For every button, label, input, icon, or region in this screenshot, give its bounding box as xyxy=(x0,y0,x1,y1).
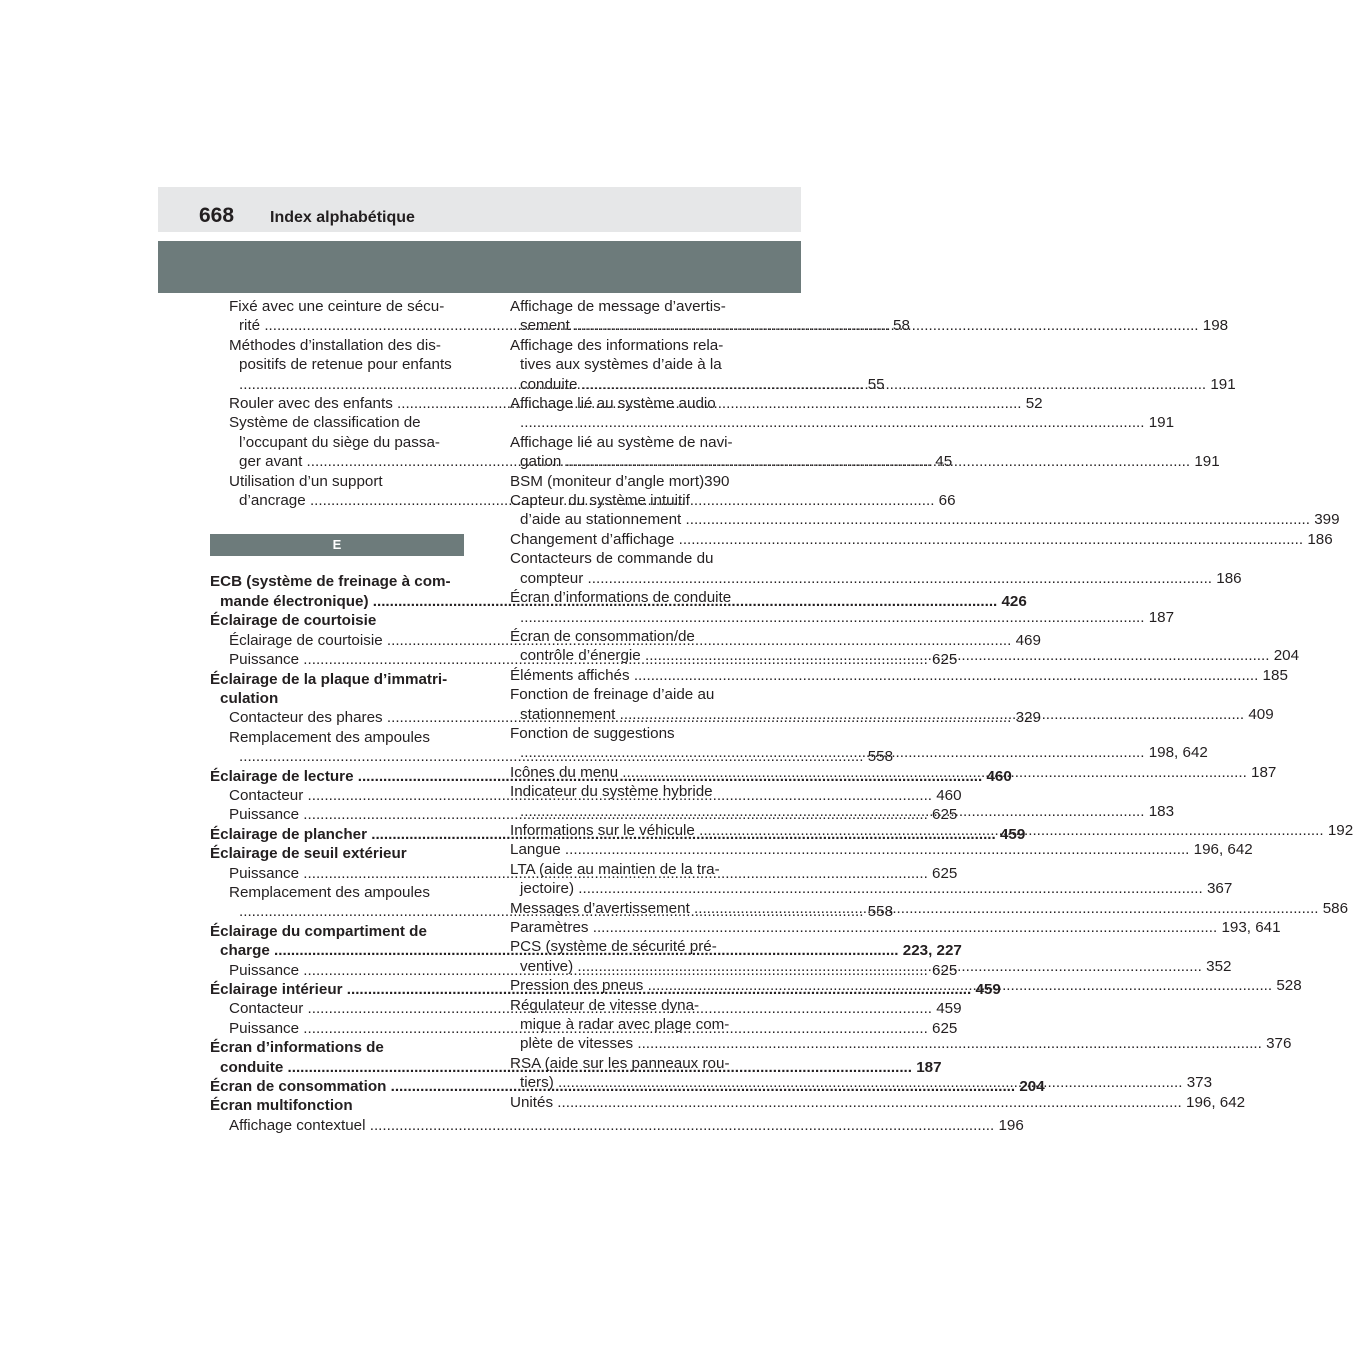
page-reference: 329 xyxy=(1011,709,1041,727)
index-entry-line: RSA (aide sur les panneaux rou- xyxy=(510,1054,730,1072)
page-reference: 58 xyxy=(888,317,910,335)
index-entry-line xyxy=(510,530,1333,549)
index-entry-line: Utilisation d’un support xyxy=(229,472,383,490)
page-reference: 198, 642 xyxy=(1144,744,1208,762)
page-reference: 558 xyxy=(863,748,894,766)
index-entry-line: Affichage lié au système de navi- xyxy=(510,433,733,451)
index-entry xyxy=(510,918,1281,937)
index-entry-line xyxy=(510,1093,1246,1112)
page-reference: 460 xyxy=(932,786,962,804)
page-reference: 45 xyxy=(931,453,953,471)
page-reference: 186 xyxy=(1212,569,1242,587)
page-reference: 204 xyxy=(1269,647,1300,665)
leader-dots xyxy=(557,1094,1182,1111)
index-entry-term: Rouler avec des enfants xyxy=(229,395,398,413)
index-entry-term: Éclairage intérieur xyxy=(210,981,347,998)
leader-dots xyxy=(558,1074,1183,1091)
page-reference: 625 xyxy=(927,864,958,882)
index-entry-term: Informations sur le véhicule xyxy=(510,821,700,839)
index-entry-term: jectoire) xyxy=(520,880,579,898)
index-entry-line xyxy=(210,1116,1024,1135)
page-reference: 459 xyxy=(971,981,1001,998)
leader-dots xyxy=(370,1117,995,1134)
page-reference: 625 xyxy=(927,961,958,979)
page-reference: 187 xyxy=(912,1058,942,1076)
index-entry-term: charge xyxy=(220,942,275,960)
page-reference: 528 xyxy=(1272,977,1302,995)
index-entry-term: ger avant xyxy=(239,453,307,471)
index-entry-line: culation xyxy=(220,689,279,707)
index-entry-term: Contacteur des phares xyxy=(229,709,387,727)
index-entry xyxy=(510,549,1242,588)
page-reference: 373 xyxy=(1182,1074,1213,1092)
index-entry-line: Écran de consommation/de xyxy=(510,627,695,645)
leader-dots xyxy=(620,706,1245,723)
leader-dots xyxy=(520,609,1145,626)
index-entry-line: Affichage lié au système audio xyxy=(510,395,716,413)
page-reference: 426 xyxy=(997,592,1027,610)
index-entry-line: BSM (moniteur d’angle mort)390 xyxy=(510,472,730,490)
index-entry xyxy=(210,805,958,824)
index-entry-line xyxy=(510,666,1288,685)
index-entry-line xyxy=(510,510,1340,529)
index-entry-line: positifs de retenue pour enfants xyxy=(239,356,452,374)
index-entry xyxy=(210,1096,464,1115)
leader-dots xyxy=(566,453,1191,470)
index-entry-term: Paramètres xyxy=(510,919,593,936)
index-entry-line xyxy=(210,805,958,824)
leader-dots xyxy=(577,958,1202,975)
index-entry-line: PCS (système de sécurité pré- xyxy=(510,938,717,956)
index-entry-term: Écran de consommation xyxy=(210,1078,391,1096)
index-entry-term: d’ancrage xyxy=(239,492,310,510)
page-number: 668 xyxy=(199,204,235,227)
index-entry xyxy=(510,840,1253,859)
index-entry xyxy=(210,1116,1024,1135)
index-entry-line xyxy=(510,569,1242,588)
index-entry-term: Pression des pneus xyxy=(510,977,648,995)
page-reference: 191 xyxy=(1190,453,1220,471)
index-entry-term: Contacteur xyxy=(229,1000,308,1018)
index-entry-line: Fonction de freinage d’aide au xyxy=(510,686,715,704)
index-entry-term: conduite xyxy=(520,375,582,393)
index-entry-term: Puissance xyxy=(229,806,304,824)
page-reference: 376 xyxy=(1261,1035,1292,1053)
leader-dots xyxy=(699,822,1324,839)
leader-dots xyxy=(694,900,1319,917)
index-entry-line xyxy=(510,918,1281,937)
header-bar xyxy=(158,187,801,232)
leader-dots xyxy=(582,376,1207,393)
index-entry-term: sement xyxy=(520,317,575,335)
index-entry-line: Écran d’informations de xyxy=(210,1039,384,1057)
leader-dots xyxy=(686,511,1311,528)
index-entry-line: Système de classification de xyxy=(229,414,421,432)
index-entry-line xyxy=(510,608,1175,627)
index-entry-term: Éclairage de plancher xyxy=(210,825,372,843)
page-reference: 586 xyxy=(1318,899,1349,917)
index-entry xyxy=(510,530,1333,549)
index-entry-line: l’occupant du siège du passa- xyxy=(239,433,440,451)
index-entry-line: Remplacement des ampoules xyxy=(229,883,430,901)
index-entry-term: Icônes du menu xyxy=(510,763,623,781)
index-entry-line: LTA (aide au maintien de la tra- xyxy=(510,860,720,878)
page-reference: 186 xyxy=(1303,530,1333,548)
page-reference: 183 xyxy=(1144,802,1175,820)
leader-dots xyxy=(622,764,1247,781)
leader-dots xyxy=(679,531,1304,548)
leader-dots xyxy=(593,919,1218,936)
header-band xyxy=(158,241,801,293)
page-reference: 192 xyxy=(1323,821,1353,839)
index-entry xyxy=(510,1093,1246,1112)
index-entry-term: Éclairage de courtoisie xyxy=(229,631,387,649)
index-entry-line: Capteur du système intuitif xyxy=(510,492,690,510)
page-reference: 196 xyxy=(994,1116,1024,1134)
page-reference: 196, 642 xyxy=(1189,841,1253,859)
index-entry-line: Remplacement des ampoules xyxy=(229,728,430,746)
index-entry xyxy=(210,670,464,709)
index-entry-term: Puissance xyxy=(229,1019,304,1037)
index-entry-line: Contacteurs de commande du xyxy=(510,550,714,568)
page-reference: 409 xyxy=(1244,705,1274,723)
index-entry-line: Éclairage de courtoisie xyxy=(210,612,377,630)
leader-dots xyxy=(520,414,1145,431)
index-entry-line: Affichage de message d’avertis- xyxy=(510,298,726,315)
index-entry-line xyxy=(510,840,1253,859)
page-reference: 187 xyxy=(1144,608,1175,626)
index-entry-line: Éclairage de la plaque d’immatri- xyxy=(210,670,448,688)
leader-dots xyxy=(645,647,1270,664)
index-entry-line: Éclairage du compartiment de xyxy=(210,922,427,940)
leader-dots xyxy=(578,880,1203,897)
index-entry-line: ECB (système de freinage à com- xyxy=(210,573,451,591)
page-reference: 55 xyxy=(863,375,885,393)
index-entry-term: mande électronique) xyxy=(220,592,373,610)
page-reference: 191 xyxy=(1206,375,1236,393)
index-entry-term: contrôle d’énergie xyxy=(520,647,645,665)
index-entry-line: Écran d’informations de conduite xyxy=(510,589,732,607)
page-reference: 198 xyxy=(1198,317,1229,335)
page-reference: 399 xyxy=(1310,511,1340,529)
page-reference: 625 xyxy=(927,651,958,669)
index-entry-term: tiers) xyxy=(520,1074,558,1092)
index-entry-term: plète de vitesses xyxy=(520,1035,638,1053)
index-entry-term: stationnement xyxy=(520,705,620,723)
index-entry-line: Fixé avec une ceinture de sécu- xyxy=(229,298,445,315)
leader-dots xyxy=(634,667,1259,684)
index-entry-term: compteur xyxy=(520,569,588,587)
index-entry-line xyxy=(210,747,894,766)
index-entry-term: gation xyxy=(520,453,566,471)
page-reference: 459 xyxy=(932,1000,962,1018)
index-entry-term: Changement d’affichage xyxy=(510,530,679,548)
index-entry-term: Langue xyxy=(510,841,565,859)
index-entry-term: Contacteur xyxy=(229,786,308,804)
index-entry-line: Éclairage de seuil extérieur xyxy=(210,845,407,863)
index-entry-line: Affichage des informations rela- xyxy=(510,336,724,354)
page-reference: 52 xyxy=(1021,395,1043,413)
page-reference: 625 xyxy=(927,806,958,824)
index-entry-line: Écran multifonction xyxy=(210,1097,353,1115)
leader-dots xyxy=(520,803,1145,820)
section-heading-e: E xyxy=(210,534,464,556)
leader-dots xyxy=(637,1035,1262,1052)
index-entry-term: rité xyxy=(239,317,265,335)
page-reference: 367 xyxy=(1202,880,1233,898)
page-reference: 223, 227 xyxy=(898,942,962,960)
index-entry-term: d’aide au stationnement xyxy=(520,511,686,529)
page-reference: 196, 642 xyxy=(1181,1093,1246,1111)
index-entry xyxy=(210,844,464,863)
page-reference: 193, 641 xyxy=(1217,919,1281,936)
leader-dots xyxy=(588,570,1213,587)
page-reference: 185 xyxy=(1258,666,1288,684)
index-entry-line xyxy=(510,879,1233,898)
page-reference: 204 xyxy=(1015,1078,1045,1096)
index-entry-line: tives aux systèmes d’aide à la xyxy=(520,356,722,374)
index-entry-term: Puissance xyxy=(229,864,304,882)
page-reference: 352 xyxy=(1201,957,1232,975)
index-entry-line: Indicateur du système hybride xyxy=(510,783,713,801)
index-entry-term: Éclairage de lecture xyxy=(210,767,358,785)
index-entry-term: Éléments affichés xyxy=(510,666,634,684)
index-entry-term: Unités xyxy=(510,1093,558,1111)
leader-dots xyxy=(648,977,1273,994)
index-entry xyxy=(510,666,1288,685)
page-title: Index alphabétique xyxy=(270,209,415,226)
page-reference: 191 xyxy=(1144,414,1175,432)
index-entry-line: Fonction de suggestions xyxy=(510,724,675,742)
index-entry xyxy=(210,611,464,630)
index-entry-line xyxy=(510,1034,1292,1053)
leader-dots xyxy=(565,841,1190,858)
page-reference: 66 xyxy=(934,492,956,510)
page-reference: 558 xyxy=(863,903,894,921)
leader-dots xyxy=(520,744,1145,761)
page-reference: 459 xyxy=(995,825,1026,843)
index-entry-term: Affichage contextuel xyxy=(229,1116,370,1134)
index-entry xyxy=(510,472,744,491)
page-reference: 187 xyxy=(1246,763,1277,781)
index-entry-line: mique à radar avec plage com- xyxy=(520,1016,730,1034)
page-reference: 460 xyxy=(982,767,1012,785)
page-reference: 469 xyxy=(1011,631,1041,649)
index-entry-term: Puissance xyxy=(229,651,304,669)
index-entry-term: ventive) xyxy=(520,957,578,975)
index-entry-term: Puissance xyxy=(229,961,304,979)
page-reference: 625 xyxy=(927,1019,958,1037)
index-entry-line xyxy=(510,413,1175,432)
leader-dots xyxy=(574,317,1199,334)
index-entry-term: Messages d’avertissement xyxy=(510,899,695,917)
index-entry-line: Régulateur de vitesse dyna- xyxy=(510,996,700,1014)
index-entry-term: conduite xyxy=(220,1058,288,1076)
index-entry-line: Méthodes d’installation des dis- xyxy=(229,336,441,354)
